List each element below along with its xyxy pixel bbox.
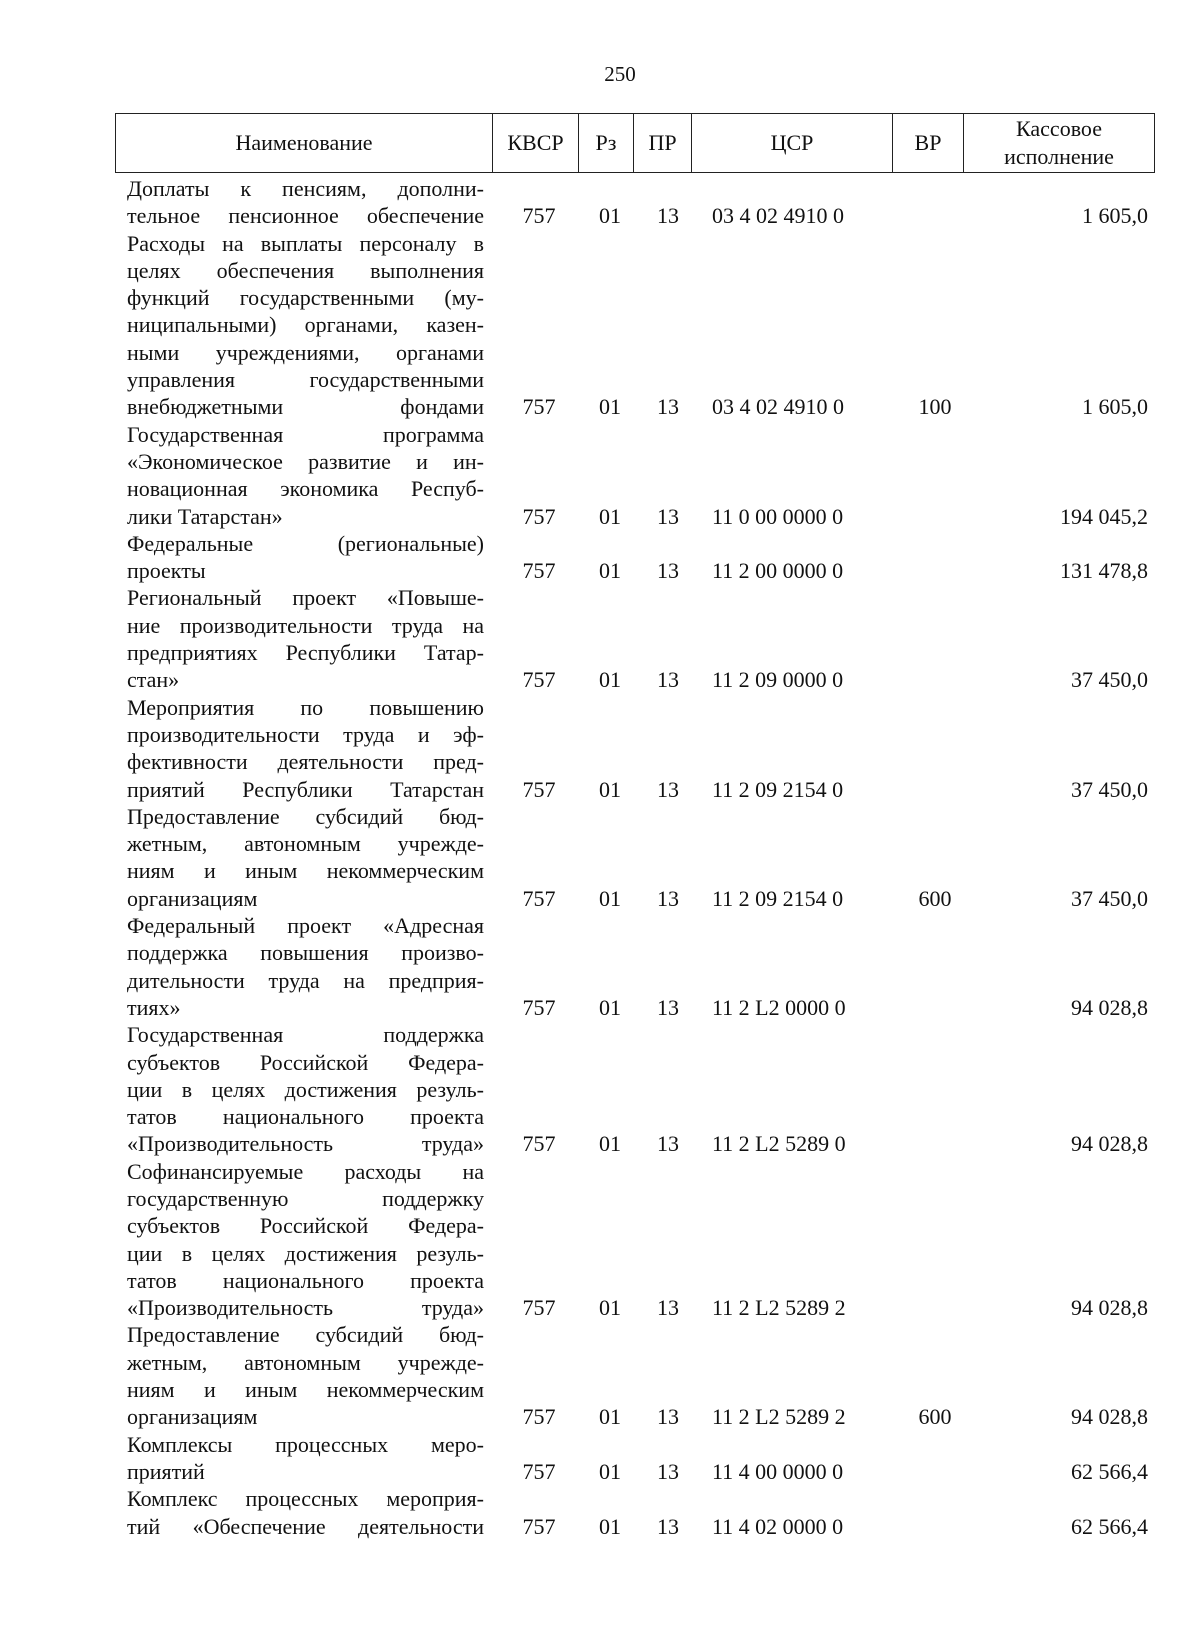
table-header bbox=[115, 113, 1155, 173]
row-rz: 01 bbox=[599, 394, 621, 420]
row-name-line: приятий Республики Татарстан bbox=[127, 776, 484, 802]
row-kvsr: 757 bbox=[522, 994, 556, 1020]
row-rz: 01 bbox=[599, 994, 621, 1020]
row-name-line: субъектов Российской Федера- bbox=[127, 1213, 484, 1239]
row-csr: 11 2 L2 5289 2 bbox=[712, 1295, 846, 1321]
row-kvsr: 757 bbox=[522, 1513, 556, 1539]
row-csr: 11 0 00 0000 0 bbox=[712, 503, 844, 529]
row-rz: 01 bbox=[599, 776, 621, 802]
row-csr: 11 2 09 2154 0 bbox=[712, 885, 844, 911]
row-name-line: лики Татарстан» bbox=[127, 503, 283, 529]
row-name bbox=[127, 584, 484, 693]
row-amount: 37 450,0 bbox=[1071, 667, 1148, 693]
header-amount bbox=[964, 114, 1154, 172]
row-name-line: Мероприятия по повышению bbox=[127, 694, 484, 720]
row-amount: 94 028,8 bbox=[1071, 994, 1148, 1020]
row-amount: 62 566,4 bbox=[1071, 1458, 1148, 1484]
table-row bbox=[0, 1431, 1200, 1486]
header-amount-line1: Кассовое bbox=[1016, 116, 1102, 141]
row-name-line: татов национального проекта bbox=[127, 1104, 484, 1130]
row-name bbox=[127, 530, 484, 585]
row-vr: 100 bbox=[918, 394, 952, 420]
row-name-line: Федеральные (региональные) bbox=[127, 530, 484, 556]
row-name bbox=[127, 803, 484, 912]
row-name-line: Доплаты к пенсиям, дополни- bbox=[127, 176, 484, 201]
row-name-line: тиях» bbox=[127, 994, 181, 1020]
row-name-line: субъектов Российской Федера- bbox=[127, 1049, 484, 1075]
row-name-line: проекты bbox=[127, 558, 206, 584]
row-name-line: организациям bbox=[127, 1404, 258, 1430]
header-pr: ПР bbox=[634, 114, 692, 172]
row-amount: 1 605,0 bbox=[1082, 203, 1148, 229]
row-amount: 94 028,8 bbox=[1071, 1404, 1148, 1430]
row-csr: 11 2 L2 5289 2 bbox=[712, 1404, 846, 1430]
row-kvsr: 757 bbox=[522, 1131, 556, 1157]
table-row bbox=[0, 584, 1200, 693]
row-name-line: производительности труда и эф- bbox=[127, 721, 484, 747]
row-amount: 94 028,8 bbox=[1071, 1131, 1148, 1157]
table-row bbox=[0, 1021, 1200, 1157]
table-body bbox=[0, 175, 1200, 1540]
row-rz: 01 bbox=[599, 667, 621, 693]
row-name-line: жетным, автономным учрежде- bbox=[127, 1349, 484, 1375]
row-amount: 94 028,8 bbox=[1071, 1295, 1148, 1321]
row-name-line: предприятиях Республики Татар- bbox=[127, 640, 484, 666]
table-row bbox=[0, 175, 1200, 230]
header-rz: Рз bbox=[579, 114, 634, 172]
row-name-line: целях обеспечения выполнения bbox=[127, 257, 484, 283]
row-kvsr: 757 bbox=[522, 885, 556, 911]
row-name-line: татов национального проекта bbox=[127, 1267, 484, 1293]
row-name bbox=[127, 912, 484, 1021]
table-row bbox=[0, 421, 1200, 530]
row-rz: 01 bbox=[599, 203, 621, 229]
row-name-line: Комплексы процессных меро- bbox=[127, 1431, 484, 1457]
row-pr: 13 bbox=[657, 1295, 679, 1321]
row-rz: 01 bbox=[599, 1404, 621, 1430]
row-pr: 13 bbox=[657, 667, 679, 693]
header-csr: ЦСР bbox=[692, 114, 893, 172]
row-kvsr: 757 bbox=[522, 776, 556, 802]
row-amount: 131 478,8 bbox=[1060, 558, 1148, 584]
table-row bbox=[0, 1485, 1200, 1540]
row-name-line: Софинансируемые расходы на bbox=[127, 1158, 484, 1184]
header-name: Наименование bbox=[116, 114, 493, 172]
row-name bbox=[127, 694, 484, 803]
row-name-line: Комплекс процессных мероприя- bbox=[127, 1486, 484, 1512]
row-name-line: приятий bbox=[127, 1458, 205, 1484]
row-name bbox=[127, 175, 484, 230]
row-kvsr: 757 bbox=[522, 394, 556, 420]
table-row bbox=[0, 1321, 1200, 1430]
row-kvsr: 757 bbox=[522, 1404, 556, 1430]
row-name-line: «Производительность труда» bbox=[127, 1295, 484, 1321]
row-name bbox=[127, 1431, 484, 1486]
row-name-line: «Производительность труда» bbox=[127, 1131, 484, 1157]
row-name-line: ниям и иным некоммерческим bbox=[127, 858, 484, 884]
table-row bbox=[0, 803, 1200, 912]
row-amount: 1 605,0 bbox=[1082, 394, 1148, 420]
header-vr: ВР bbox=[893, 114, 964, 172]
row-rz: 01 bbox=[599, 558, 621, 584]
row-name-line: поддержка повышения произво- bbox=[127, 940, 484, 966]
row-name-line: фективности деятельности пред- bbox=[127, 749, 484, 775]
row-pr: 13 bbox=[657, 994, 679, 1020]
row-kvsr: 757 bbox=[522, 558, 556, 584]
row-csr: 11 2 00 0000 0 bbox=[712, 558, 844, 584]
row-pr: 13 bbox=[657, 203, 679, 229]
row-name-line: управления государственными bbox=[127, 367, 484, 393]
row-rz: 01 bbox=[599, 1295, 621, 1321]
row-name-line: функций государственными (му- bbox=[127, 285, 484, 311]
row-pr: 13 bbox=[657, 1458, 679, 1484]
row-name-line: Федеральный проект «Адресная bbox=[127, 913, 484, 939]
row-pr: 13 bbox=[657, 885, 679, 911]
row-name-line: ции в целях достижения резуль- bbox=[127, 1076, 484, 1102]
row-name bbox=[127, 421, 484, 530]
row-name-line: ние производительности труда на bbox=[127, 612, 484, 638]
row-name bbox=[127, 1321, 484, 1430]
row-amount: 194 045,2 bbox=[1060, 503, 1148, 529]
header-amount-line2: исполнение bbox=[1004, 144, 1114, 169]
row-name-line: организациям bbox=[127, 885, 258, 911]
row-name-line: Региональный проект «Повыше- bbox=[127, 585, 484, 611]
row-csr: 11 4 02 0000 0 bbox=[712, 1513, 844, 1539]
row-kvsr: 757 bbox=[522, 1458, 556, 1484]
row-pr: 13 bbox=[657, 558, 679, 584]
row-name-line: тий «Обеспечение деятельности bbox=[127, 1513, 484, 1539]
row-rz: 01 bbox=[599, 1513, 621, 1539]
row-csr: 11 2 09 2154 0 bbox=[712, 776, 844, 802]
row-name-line: ции в целях достижения резуль- bbox=[127, 1240, 484, 1266]
table-row bbox=[0, 912, 1200, 1021]
row-pr: 13 bbox=[657, 1131, 679, 1157]
page-number: 250 bbox=[604, 62, 636, 86]
row-csr: 11 2 09 0000 0 bbox=[712, 667, 844, 693]
row-csr: 11 2 L2 5289 0 bbox=[712, 1131, 846, 1157]
row-kvsr: 757 bbox=[522, 503, 556, 529]
row-pr: 13 bbox=[657, 1404, 679, 1430]
row-csr: 03 4 02 4910 0 bbox=[712, 203, 844, 229]
row-name-line: дительности труда на предприя- bbox=[127, 967, 484, 993]
row-rz: 01 bbox=[599, 503, 621, 529]
row-name-line: ниципальными) органами, казен- bbox=[127, 312, 484, 338]
row-name-line: стан» bbox=[127, 667, 180, 693]
row-name-line: Предоставление субсидий бюд- bbox=[127, 1322, 484, 1348]
row-csr: 11 4 00 0000 0 bbox=[712, 1458, 844, 1484]
row-name bbox=[127, 1021, 484, 1157]
row-name bbox=[127, 1485, 484, 1540]
row-name-line: Государственная программа bbox=[127, 421, 484, 447]
row-name-line: Предоставление субсидий бюд- bbox=[127, 803, 484, 829]
row-name-line: Расходы на выплаты персоналу в bbox=[127, 230, 484, 256]
row-name-line: «Экономическое развитие и ин- bbox=[127, 448, 484, 474]
row-name bbox=[127, 230, 484, 421]
row-amount: 37 450,0 bbox=[1071, 885, 1148, 911]
row-name bbox=[127, 1158, 484, 1322]
row-name-line: тельное пенсионное обеспечение bbox=[127, 203, 484, 229]
row-kvsr: 757 bbox=[522, 667, 556, 693]
row-vr: 600 bbox=[918, 1404, 952, 1430]
row-name-line: внебюджетными фондами bbox=[127, 394, 484, 420]
row-kvsr: 757 bbox=[522, 203, 556, 229]
table-row bbox=[0, 230, 1200, 421]
row-name-line: новационная экономика Респуб- bbox=[127, 476, 484, 502]
row-amount: 37 450,0 bbox=[1071, 776, 1148, 802]
row-pr: 13 bbox=[657, 776, 679, 802]
row-rz: 01 bbox=[599, 1458, 621, 1484]
table-row bbox=[0, 694, 1200, 803]
row-rz: 01 bbox=[599, 885, 621, 911]
row-pr: 13 bbox=[657, 394, 679, 420]
row-name-line: Государственная поддержка bbox=[127, 1022, 484, 1048]
row-name-line: государственную поддержку bbox=[127, 1185, 484, 1211]
row-name-line: ными учреждениями, органами bbox=[127, 339, 484, 365]
table-row bbox=[0, 530, 1200, 585]
row-pr: 13 bbox=[657, 1513, 679, 1539]
row-name-line: ниям и иным некоммерческим bbox=[127, 1377, 484, 1403]
row-name-line: жетным, автономным учрежде- bbox=[127, 831, 484, 857]
row-kvsr: 757 bbox=[522, 1295, 556, 1321]
header-kvsr: КВСР bbox=[493, 114, 579, 172]
row-csr: 11 2 L2 0000 0 bbox=[712, 994, 846, 1020]
row-amount: 62 566,4 bbox=[1071, 1513, 1148, 1539]
row-pr: 13 bbox=[657, 503, 679, 529]
row-rz: 01 bbox=[599, 1131, 621, 1157]
row-vr: 600 bbox=[918, 885, 952, 911]
table-row bbox=[0, 1158, 1200, 1322]
row-csr: 03 4 02 4910 0 bbox=[712, 394, 844, 420]
